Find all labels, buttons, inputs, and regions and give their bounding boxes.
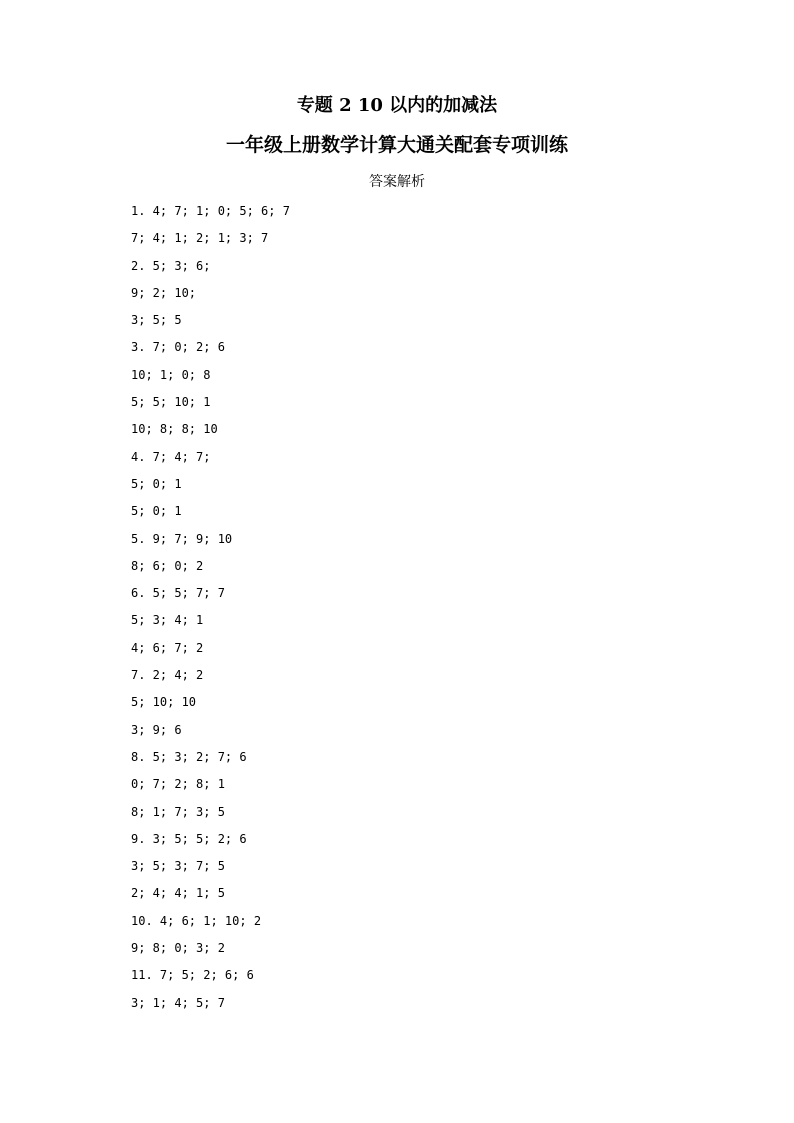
answer-line: 11. 7; 5; 2; 6; 6 [131,968,254,983]
answer-line: 2; 4; 4; 1; 5 [131,886,225,901]
answer-line: 3; 1; 4; 5; 7 [131,995,225,1010]
answer-line: 5; 5; 10; 1 [131,395,211,410]
answer-line: 8; 1; 7; 3; 5 [131,804,225,819]
answer-line: 3. 7; 0; 2; 6 [131,340,225,355]
page-subtitle-heading: 一年级上册数学计算大通关配套专项训练 [225,134,568,156]
answer-line: 5; 10; 10 [131,695,197,710]
answer-line: 7. 2; 4; 2 [131,668,204,683]
answer-line: 5. 9; 7; 9; 10 [131,531,233,546]
answer-line: 4. 7; 4; 7; [131,449,211,464]
answer-line: 6. 5; 5; 7; 7 [131,586,225,601]
answer-line: 0; 7; 2; 8; 1 [131,777,225,792]
answer-line: 10; 8; 8; 10 [131,422,218,437]
answer-line: 5; 0; 1 [131,504,182,519]
answer-line: 10; 1; 0; 8 [131,367,211,382]
answer-line: 7; 4; 1; 2; 1; 3; 7 [131,231,269,246]
answer-line: 2. 5; 3; 6; [131,258,211,273]
answer-list [131,201,290,1020]
answer-line: 10. 4; 6; 1; 10; 2 [131,913,262,928]
answer-line: 5; 0; 1 [131,476,182,491]
answer-line: 8; 6; 0; 2 [131,558,204,573]
answer-line: 3; 9; 6 [131,722,182,737]
answer-line: 3; 5; 5 [131,313,182,328]
answer-line: 5; 3; 4; 1 [131,613,204,628]
answer-line: 4; 6; 7; 2 [131,640,204,655]
answer-line: 1. 4; 7; 1; 0; 5; 6; 7 [131,204,290,218]
answer-line: 8. 5; 3; 2; 7; 6 [131,749,247,764]
answer-line: 9; 8; 0; 3; 2 [131,941,225,956]
page-title: 专题 2 10 以内的加减法 [296,95,498,116]
answer-key-label: 答案解析 [369,174,425,190]
answer-line: 9. 3; 5; 5; 2; 6 [131,831,247,846]
answer-line: 9; 2; 10; [131,285,197,300]
answer-line: 3; 5; 3; 7; 5 [131,859,225,874]
